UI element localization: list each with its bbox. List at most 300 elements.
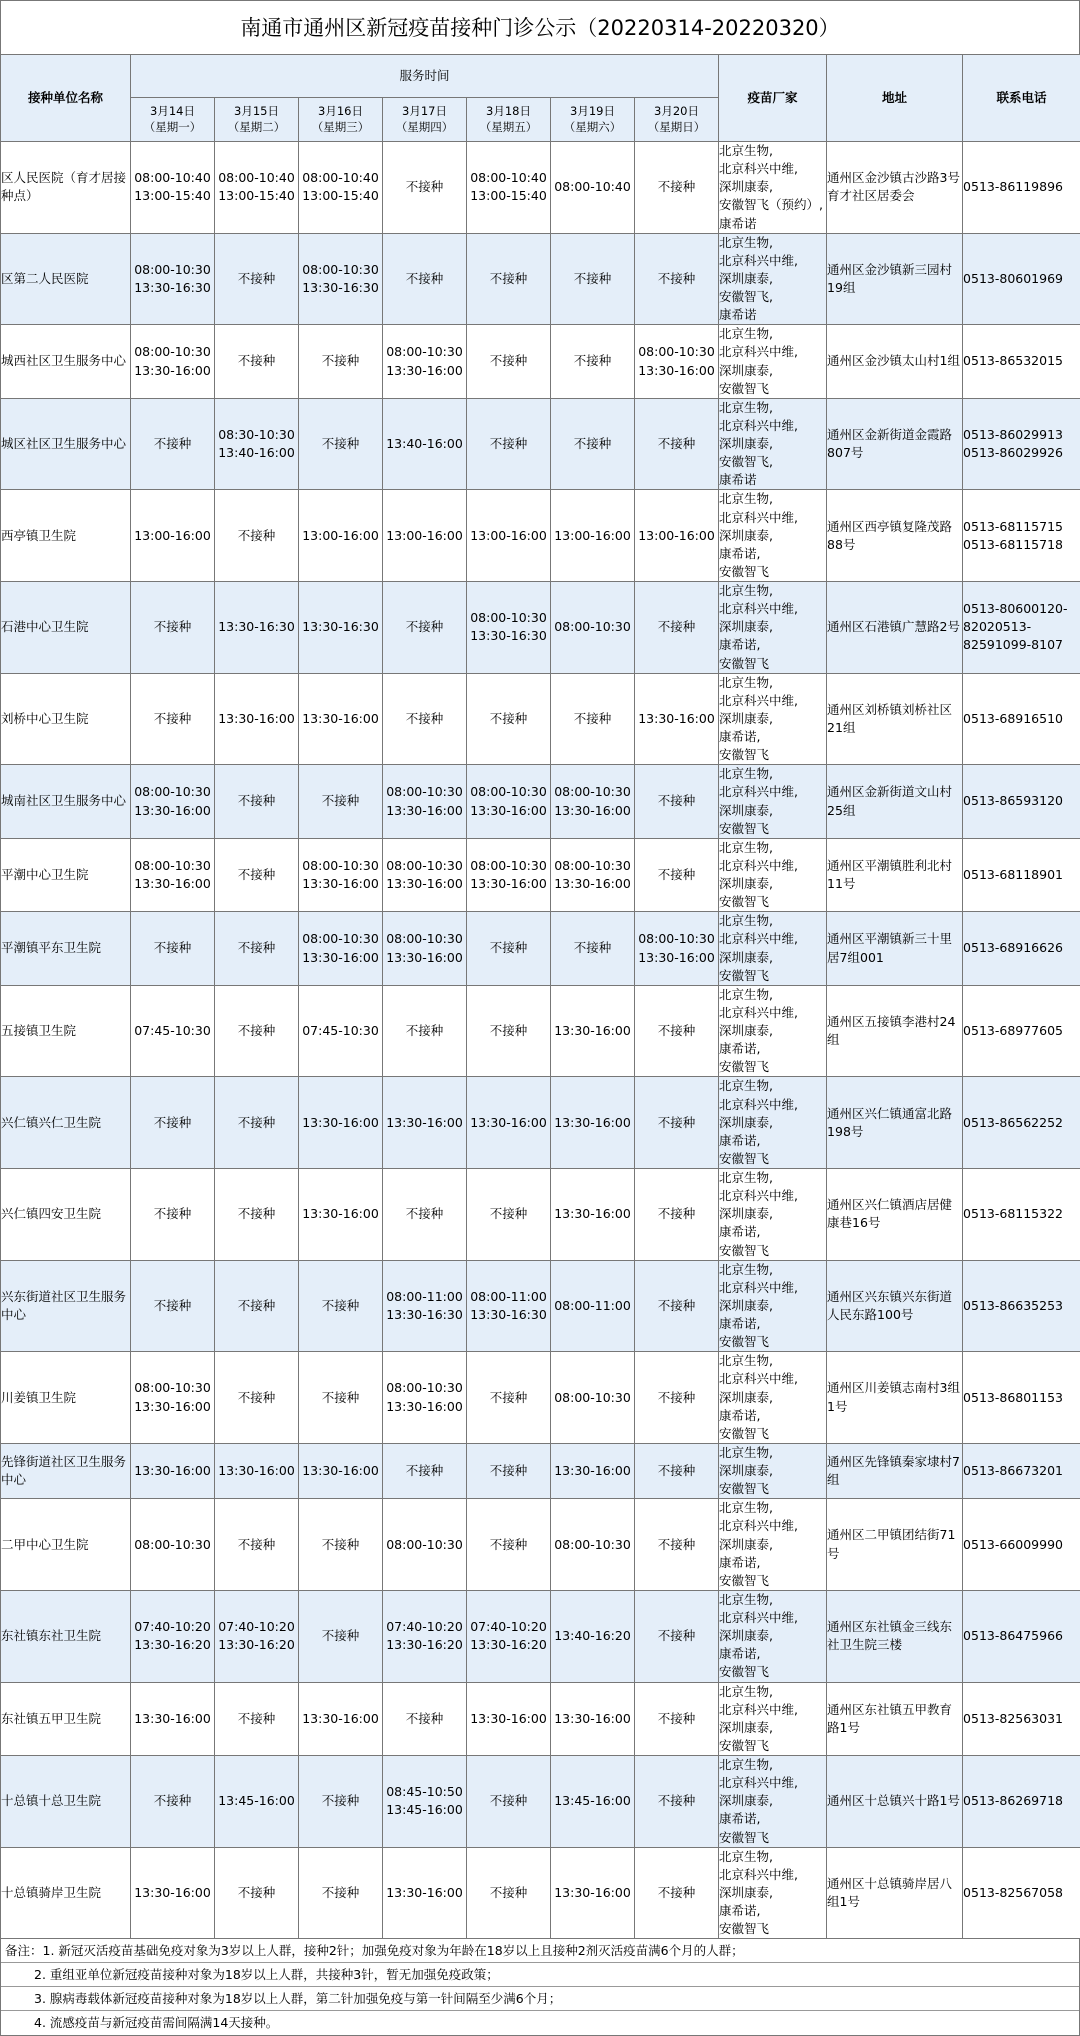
header-day [131,98,215,142]
service-time-cell [215,838,299,912]
service-time-cell [299,1847,383,1939]
vaccine-maker: 安徽智飞 [719,655,826,673]
service-time-cell [215,398,299,490]
service-time-slot: 不接种 [635,792,718,810]
service-time-slot: 不接种 [635,618,718,636]
service-time-cell [467,582,551,674]
service-time-cell [299,398,383,490]
service-time-slot: 13:30-16:00 [299,875,382,893]
service-time-cell [635,233,719,325]
service-time-cell [635,398,719,490]
vaccine-maker: 北京生物, [719,674,826,692]
header-day-weekday: （星期日） [635,120,718,136]
address: 通州区兴东镇兴东街道人民东路100号 [827,1260,963,1352]
service-time-slot: 13:30-16:00 [299,1205,382,1223]
vaccine-maker: 北京生物, [719,399,826,417]
service-time-cell [215,1590,299,1682]
vaccine-makers [719,1352,827,1444]
unit-name: 区第二人民医院 [1,233,131,325]
service-time-cell [551,1847,635,1939]
service-time-cell [467,142,551,234]
service-time-slot: 13:40-16:20 [551,1627,634,1645]
service-time-slot: 13:30-16:00 [383,1114,466,1132]
service-time-slot: 不接种 [635,1536,718,1554]
table-row [1,233,1080,325]
service-time-slot: 08:00-11:00 [383,1288,466,1306]
service-time-slot: 13:30-16:30 [299,618,382,636]
service-time-cell [467,1077,551,1169]
unit-name: 西亭镇卫生院 [1,490,131,582]
service-time-cell [299,233,383,325]
service-time-cell [551,838,635,912]
service-time-cell [551,1443,635,1498]
service-time-slot: 13:30-16:00 [383,362,466,380]
vaccine-maker: 北京科兴中维, [719,783,826,801]
service-time-cell [383,673,467,765]
service-time-cell [131,1443,215,1498]
service-time-slot: 不接种 [551,352,634,370]
service-time-slot: 13:30-16:00 [299,1462,382,1480]
service-time-slot: 不接种 [383,270,466,288]
service-time-slot: 13:45-16:00 [215,1792,298,1810]
vaccine-maker: 深圳康泰, [719,1022,826,1040]
table-row [1,1499,1080,1591]
service-time-slot: 07:45-10:30 [299,1022,382,1040]
service-time-cell [467,1756,551,1848]
unit-name: 城南社区卫生服务中心 [1,765,131,839]
vaccine-makers [719,985,827,1077]
vaccine-makers [719,1169,827,1261]
vaccine-maker: 康希诺 [719,471,826,489]
phone-number: 82591099-8107 [963,636,1080,654]
service-time-slot: 13:30-16:00 [551,1710,634,1728]
phone-number: 0513-86801153 [963,1389,1080,1407]
service-time-slot: 不接种 [299,1627,382,1645]
service-time-slot: 13:30-16:00 [467,1114,550,1132]
service-time-slot: 13:30-16:00 [299,710,382,728]
vaccine-maker: 北京科兴中维, [719,692,826,710]
service-time-cell [467,325,551,399]
service-time-cell [131,1352,215,1444]
service-time-slot: 不接种 [467,1205,550,1223]
service-time-slot: 08:45-10:50 [383,1783,466,1801]
table-row [1,912,1080,986]
vaccine-maker: 北京生物, [719,142,826,160]
service-time-cell [299,838,383,912]
service-time-slot: 不接种 [215,1114,298,1132]
service-time-slot: 不接种 [299,1536,382,1554]
vaccine-maker: 康希诺, [719,1223,826,1241]
service-time-cell [215,142,299,234]
service-time-cell [383,1352,467,1444]
vaccine-maker: 安徽智飞, [719,288,826,306]
unit-name: 川姜镇卫生院 [1,1352,131,1444]
phone-number: 0513-86593120 [963,792,1080,810]
service-time-slot: 不接种 [215,1022,298,1040]
vaccine-maker: 康希诺, [719,1315,826,1333]
phone-number: 0513-80600120- [963,600,1080,618]
vaccine-maker: 深圳康泰, [719,875,826,893]
table-row [1,838,1080,912]
service-time-cell [467,1847,551,1939]
service-time-cell [131,912,215,986]
service-time-slot: 不接种 [299,435,382,453]
service-time-cell [131,838,215,912]
service-time-cell [215,1682,299,1756]
vaccine-makers [719,838,827,912]
service-time-cell [635,673,719,765]
service-time-cell [383,1682,467,1756]
service-time-cell [551,1682,635,1756]
service-time-slot: 不接种 [131,939,214,957]
service-time-slot: 08:00-10:30 [467,783,550,801]
vaccine-maker: 北京生物, [719,1848,826,1866]
service-time-cell [551,985,635,1077]
table-row [1,1077,1080,1169]
service-time-slot: 不接种 [635,1114,718,1132]
service-time-cell [215,1352,299,1444]
service-time-slot: 13:30-16:00 [131,1884,214,1902]
vaccine-maker: 安徽智飞 [719,746,826,764]
service-time-slot: 不接种 [383,1205,466,1223]
service-time-slot: 不接种 [131,435,214,453]
table-row [1,325,1080,399]
address: 通州区西亭镇复隆茂路88号 [827,490,963,582]
service-time-slot: 13:30-16:00 [131,875,214,893]
service-time-slot: 13:45-16:00 [551,1792,634,1810]
vaccine-maker: 安徽智飞 [719,1737,826,1755]
service-time-cell [635,838,719,912]
service-time-slot: 不接种 [215,270,298,288]
phone-number: 82020513- [963,618,1080,636]
table-row [1,985,1080,1077]
service-time-cell [635,490,719,582]
service-time-slot: 08:00-10:40 [131,169,214,187]
service-time-slot: 13:30-16:00 [551,875,634,893]
vaccine-maker: 康希诺, [719,636,826,654]
service-time-slot: 不接种 [215,792,298,810]
service-time-cell [215,233,299,325]
vaccine-maker: 深圳康泰, [719,1297,826,1315]
unit-name: 五接镇卫生院 [1,985,131,1077]
service-time-slot: 08:00-10:30 [635,343,718,361]
service-time-cell [551,1352,635,1444]
vaccine-maker: 安徽智飞 [719,563,826,581]
header-day [635,98,719,142]
service-time-slot: 13:00-15:40 [467,187,550,205]
service-time-cell [383,233,467,325]
service-time-slot: 13:30-16:30 [299,279,382,297]
service-time-cell [215,1077,299,1169]
unit-name: 兴仁镇兴仁卫生院 [1,1077,131,1169]
service-time-cell [467,1499,551,1591]
service-time-cell [635,1260,719,1352]
header-day [551,98,635,142]
service-time-cell [299,142,383,234]
vaccine-maker: 安徽智飞 [719,1572,826,1590]
unit-name: 十总镇十总卫生院 [1,1756,131,1848]
header-day-date: 3月14日 [131,104,214,120]
service-time-cell [635,325,719,399]
address: 通州区东社镇金三线东社卫生院三楼 [827,1590,963,1682]
phone-number: 0513-68115322 [963,1205,1080,1223]
service-time-slot: 13:30-16:00 [383,802,466,820]
table-row [1,765,1080,839]
header-day-date: 3月19日 [551,104,634,120]
service-time-slot: 13:30-16:00 [551,1884,634,1902]
phone [963,673,1080,765]
service-time-slot: 13:30-16:00 [215,710,298,728]
phone [963,582,1080,674]
vaccine-maker: 康希诺, [719,1810,826,1828]
header-day-weekday: （星期五） [467,120,550,136]
service-time-cell [131,1682,215,1756]
table-row [1,673,1080,765]
service-time-cell [551,1169,635,1261]
phone [963,398,1080,490]
vaccine-maker: 安徽智飞 [719,1920,826,1938]
service-time-slot: 08:00-10:30 [383,857,466,875]
notes [0,1939,1080,2036]
service-time-cell [635,1756,719,1848]
service-time-cell [299,1590,383,1682]
vaccine-maker: 北京科兴中维, [719,1004,826,1022]
vaccine-maker: 深圳康泰, [719,1536,826,1554]
service-time-cell [551,490,635,582]
service-time-cell [215,1847,299,1939]
service-time-cell [215,765,299,839]
service-time-slot: 08:00-10:30 [131,261,214,279]
vaccine-maker: 深圳康泰, [719,802,826,820]
vaccine-maker: 深圳康泰, [719,1205,826,1223]
service-time-cell [215,582,299,674]
service-time-cell [383,398,467,490]
service-time-cell [635,1169,719,1261]
vaccine-makers [719,765,827,839]
service-time-slot: 不接种 [635,178,718,196]
service-time-slot: 不接种 [215,1536,298,1554]
phone [963,1756,1080,1848]
service-time-slot: 13:00-15:40 [131,187,214,205]
service-time-cell [551,1260,635,1352]
vaccine-maker: 安徽智飞 [719,820,826,838]
service-time-slot: 不接种 [635,1462,718,1480]
service-time-cell [299,985,383,1077]
header-day [383,98,467,142]
service-time-cell [635,1352,719,1444]
service-time-slot: 不接种 [215,1884,298,1902]
unit-name: 石港中心卫生院 [1,582,131,674]
header-day-date: 3月15日 [215,104,298,120]
service-time-slot: 不接种 [551,939,634,957]
phone-number: 0513-86635253 [963,1297,1080,1315]
vaccine-maker: 北京生物, [719,1444,826,1462]
service-time-cell [383,912,467,986]
phone-number: 0513-86562252 [963,1114,1080,1132]
address: 通州区先锋镇秦家埭村7组 [827,1443,963,1498]
service-time-cell [299,1352,383,1444]
service-time-slot: 不接种 [215,1389,298,1407]
header-day [215,98,299,142]
service-time-cell [635,1077,719,1169]
vaccine-maker: 深圳康泰, [719,1792,826,1810]
service-time-slot: 不接种 [467,1536,550,1554]
header-day-date: 3月20日 [635,104,718,120]
service-time-cell [131,765,215,839]
service-time-cell [299,1077,383,1169]
header-day [299,98,383,142]
vaccine-makers [719,1443,827,1498]
service-time-slot: 08:00-10:30 [299,857,382,875]
service-time-slot: 13:30-16:00 [467,802,550,820]
vaccine-maker: 北京生物, [719,1261,826,1279]
service-time-slot: 不接种 [467,352,550,370]
phone-number: 0513-68115718 [963,536,1080,554]
service-time-slot: 13:30-16:00 [635,362,718,380]
service-time-cell [299,1169,383,1261]
service-time-slot: 13:00-15:40 [299,187,382,205]
phone-number: 0513-68916510 [963,710,1080,728]
service-time-slot: 不接种 [215,939,298,957]
vaccine-maker: 安徽智飞 [719,1829,826,1847]
vaccine-maker: 安徽智飞（预约）, [719,196,826,214]
service-time-slot: 不接种 [635,1710,718,1728]
vaccine-maker: 深圳康泰, [719,527,826,545]
note-line: 2. 重组亚单位新冠疫苗接种对象为18岁以上人群，共接种3针，暂无加强免疫政策； [1,1963,1079,1987]
vaccine-maker: 北京科兴中维, [719,1096,826,1114]
vaccine-maker: 康希诺, [719,728,826,746]
vaccine-maker: 北京科兴中维, [719,1609,826,1627]
service-time-slot: 不接种 [635,1389,718,1407]
service-time-slot: 08:00-11:00 [551,1297,634,1315]
service-time-slot: 13:30-16:00 [551,1114,634,1132]
service-time-cell [383,985,467,1077]
service-time-slot: 13:30-16:00 [551,802,634,820]
vaccine-maker: 安徽智飞 [719,1058,826,1076]
service-time-cell [131,398,215,490]
note-line: 4. 流感疫苗与新冠疫苗需间隔满14天接种。 [1,2011,1079,2035]
phone [963,1847,1080,1939]
vaccine-maker: 北京科兴中维, [719,1279,826,1297]
vaccine-maker: 北京生物, [719,839,826,857]
service-time-cell [635,912,719,986]
vaccine-maker: 北京生物, [719,986,826,1004]
service-time-cell [467,1352,551,1444]
phone [963,490,1080,582]
service-time-cell [131,233,215,325]
vaccine-maker: 康希诺, [719,545,826,563]
vaccine-makers [719,233,827,325]
vaccine-maker: 北京生物, [719,490,826,508]
vaccine-maker: 康希诺, [719,1554,826,1572]
service-time-slot: 13:30-16:20 [131,1636,214,1654]
vaccine-maker: 康希诺, [719,1645,826,1663]
service-time-slot: 不接种 [635,1205,718,1223]
service-time-slot: 13:30-16:00 [467,875,550,893]
service-time-slot: 13:00-16:00 [467,527,550,545]
vaccine-maker: 安徽智飞 [719,893,826,911]
service-time-slot: 不接种 [635,1884,718,1902]
service-time-cell [635,582,719,674]
phone [963,1077,1080,1169]
vaccine-maker: 北京生物, [719,1591,826,1609]
service-time-slot: 13:30-16:00 [551,1022,634,1040]
vaccine-maker: 北京生物, [719,234,826,252]
unit-name: 平潮中心卫生院 [1,838,131,912]
service-time-slot: 不接种 [383,178,466,196]
vaccine-makers [719,1590,827,1682]
service-time-slot: 不接种 [635,435,718,453]
service-time-slot: 不接种 [467,1462,550,1480]
vaccine-maker: 北京生物, [719,1077,826,1095]
address: 通州区金新街道文山村25组 [827,765,963,839]
service-time-slot: 13:30-16:00 [131,362,214,380]
phone [963,1682,1080,1756]
address: 通州区刘桥镇刘桥社区21组 [827,673,963,765]
vaccine-maker: 安徽智飞, [719,453,826,471]
service-time-cell [551,1077,635,1169]
table-row [1,582,1080,674]
service-time-cell [467,233,551,325]
service-time-slot: 08:00-10:40 [551,178,634,196]
service-time-cell [299,1260,383,1352]
service-time-cell [383,1756,467,1848]
address: 通州区金沙镇太山村1组 [827,325,963,399]
service-time-slot: 不接种 [215,527,298,545]
vaccine-maker: 北京科兴中维, [719,417,826,435]
unit-name: 区人民医院（育才居接种点） [1,142,131,234]
address: 通州区兴仁镇酒店居健康巷16号 [827,1169,963,1261]
service-time-slot: 13:30-16:30 [215,618,298,636]
service-time-slot: 13:40-16:00 [215,444,298,462]
service-time-slot: 不接种 [383,618,466,636]
service-time-slot: 08:00-10:30 [551,1536,634,1554]
service-time-cell [551,765,635,839]
note-line: 备注：1. 新冠灭活疫苗基础免疫对象为3岁以上人群，接种2针；加强免疫对象为年龄在18岁以上且接种2剂灭活疫苗满6个月的人群； [1,1939,1079,1963]
service-time-slot: 不接种 [131,710,214,728]
vaccine-makers [719,325,827,399]
service-time-cell [551,582,635,674]
page-title: 南通市通州区新冠疫苗接种门诊公示（20220314-20220320） [0,0,1080,54]
header-day-weekday: （星期三） [299,120,382,136]
service-time-cell [131,1756,215,1848]
vaccine-maker: 康希诺, [719,1902,826,1920]
service-time-cell [383,490,467,582]
vaccine-maker: 安徽智飞 [719,1242,826,1260]
service-time-cell [215,1260,299,1352]
vaccine-maker: 安徽智飞 [719,1480,826,1498]
service-time-cell [131,1499,215,1591]
service-time-cell [215,1756,299,1848]
service-time-slot: 13:30-16:00 [551,1205,634,1223]
service-time-slot: 不接种 [635,1297,718,1315]
service-time-slot: 13:30-16:00 [299,1710,382,1728]
service-time-cell [299,912,383,986]
vaccine-maker: 北京生物, [719,1683,826,1701]
service-time-slot: 不接种 [131,1792,214,1810]
header-day [467,98,551,142]
header-vaccine: 疫苗厂家 [719,55,827,142]
service-time-cell [299,1682,383,1756]
service-time-slot: 不接种 [131,1297,214,1315]
service-time-cell [467,673,551,765]
service-time-slot: 08:00-10:30 [383,930,466,948]
service-time-slot: 不接种 [299,792,382,810]
service-time-cell [215,325,299,399]
service-time-slot: 不接种 [467,939,550,957]
service-time-slot: 不接种 [467,1884,550,1902]
vaccine-maker: 北京科兴中维, [719,1187,826,1205]
